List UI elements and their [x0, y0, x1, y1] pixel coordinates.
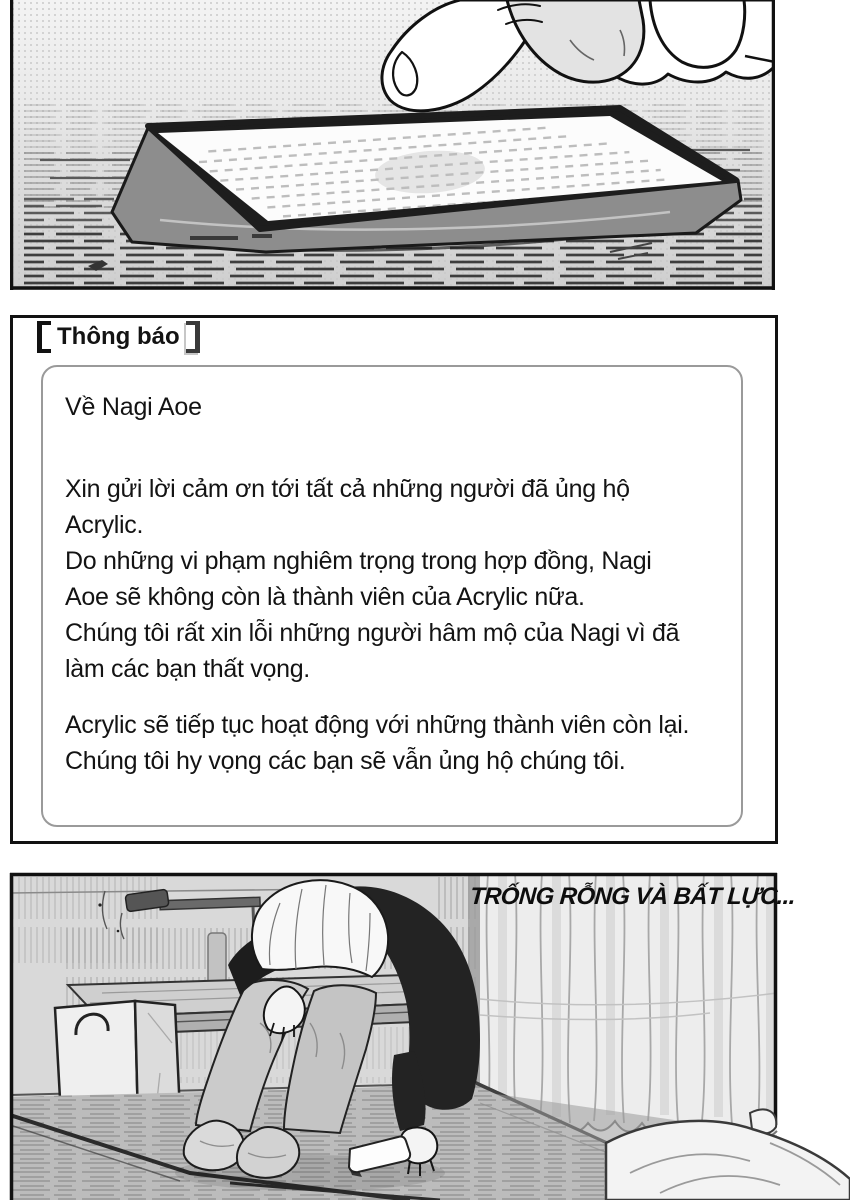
notice-header-label: Thông báo — [57, 323, 180, 350]
bracket-close-icon — [186, 321, 200, 353]
announcement-line: Do những vi phạm nghiêm trọng trong hợp đồng, Nagi — [65, 547, 652, 575]
announcement-paragraph-1 — [65, 471, 679, 687]
scene-illustration — [10, 873, 850, 1200]
top-panel-illustration — [10, 0, 775, 290]
caption-text: TRỐNG RỖNG VÀ BẤT LỰC... — [469, 883, 796, 910]
panel-middle — [10, 315, 778, 844]
hand-illustration — [382, 0, 775, 111]
smartphone-illustration — [112, 108, 741, 252]
announcement-line: Acrylic sẽ tiếp tục hoạt động với những thành viên còn lại. — [65, 711, 690, 739]
announcement-paragraph-2 — [65, 707, 689, 779]
announcement-title: Về Nagi Aoe — [65, 393, 202, 421]
notice-card — [41, 365, 743, 827]
announcement-line: Acrylic. — [65, 511, 144, 539]
panel-top — [10, 0, 775, 290]
announcement-line: Xin gửi lời cảm ơn tới tất cả những người đã ủng hộ — [65, 475, 630, 503]
announcement-line: Aoe sẽ không còn là thành viên của Acrylic nữa. — [65, 583, 585, 611]
curtain — [480, 873, 777, 1138]
panel-bottom — [10, 873, 796, 1200]
announcement-line: làm các bạn thất vọng. — [65, 655, 310, 683]
announcement-line: Chúng tôi hy vọng các bạn sẽ vẫn ủng hộ chúng tôi. — [65, 747, 626, 775]
bottle — [208, 933, 226, 985]
bracket-open-icon — [37, 321, 51, 353]
notice-header — [37, 320, 200, 354]
announcement-line: Chúng tôi rất xin lỗi những người hâm mộ của Nagi vì đã — [65, 619, 680, 647]
